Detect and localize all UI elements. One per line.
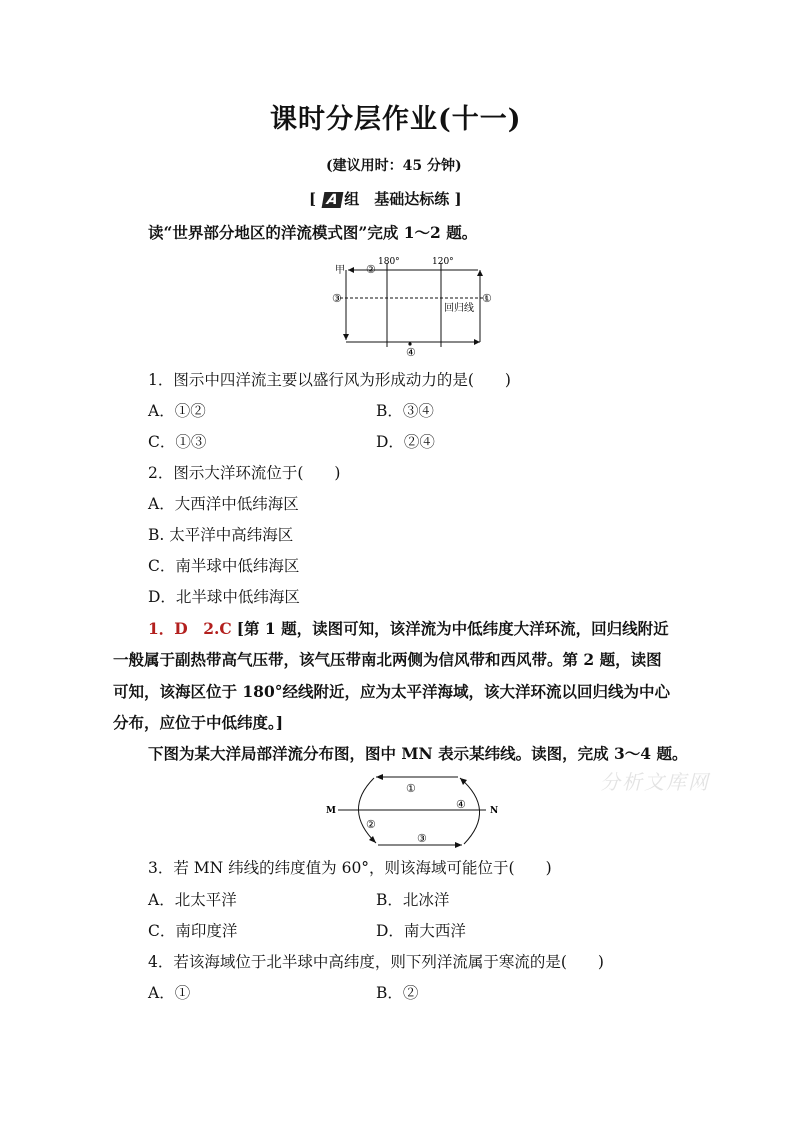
- section-bracket-open: [: [309, 190, 317, 208]
- q3-option-d: D．南大西洋: [376, 922, 466, 940]
- figure1-label-tropic: 回归线: [444, 303, 474, 314]
- answer-explanation-start: [第 1 题，读图可知，该洋流为中低纬度大洋环流，回归线附近: [236, 619, 669, 638]
- figure2-current-right: [460, 778, 480, 844]
- figure1-label-lon-120: 120°: [432, 257, 454, 267]
- intro-question-3-4: 下图为某大洋局部洋流分布图，图中 MN 表示某纬线。读图，完成 3～4 题。: [148, 744, 688, 763]
- watermark: 分析文库网: [600, 770, 710, 794]
- figure2-label-current-2: ②: [366, 818, 376, 831]
- intro-question-1-2: 读“世界部分地区的洋流模式图”完成 1～2 题。: [148, 223, 478, 242]
- answer-line-1: [148, 619, 669, 639]
- q3-stem: 3．若 MN 纬线的纬度值为 60°，则该海域可能位于( ): [148, 859, 552, 877]
- figure1-label-current-2: ②: [366, 263, 376, 276]
- figure-local-ocean-currents: [322, 770, 502, 852]
- q4-option-b: B．②: [376, 984, 419, 1002]
- answer-line-2: 一般属于副热带高气压带，该气压带南北两侧为信风带和西风带。第 2 题，读图: [113, 650, 662, 669]
- time-note: (建议用时：45 分钟): [326, 158, 462, 174]
- figure1-arrow-down: [343, 334, 349, 340]
- q1-option-d: D．②④: [376, 433, 435, 451]
- answer-key: 1．D 2.C: [148, 619, 232, 638]
- figure2-label-current-1: ①: [406, 782, 416, 795]
- q2-option-a: A．大西洋中低纬海区: [148, 495, 299, 513]
- section-bracket-close: ]: [454, 190, 462, 208]
- page-title: 课时分层作业(十一): [270, 104, 522, 135]
- figure2-label-current-3: ③: [417, 832, 427, 845]
- q3-option-b: B．北冰洋: [376, 891, 450, 909]
- q4-option-a: A．①: [148, 984, 191, 1002]
- figure1-label-current-3: ③: [332, 292, 342, 305]
- q3-option-c: C．南印度洋: [148, 922, 238, 940]
- figure1-label-jia: 甲: [335, 265, 345, 276]
- q1-option-c: C．①③: [148, 433, 207, 451]
- q2-stem: 2．图示大洋环流位于( ): [148, 464, 341, 482]
- answer-line-3: 可知，该海区位于 180°经线附近，应为太平洋海域，该大洋环流以回归线为中心: [113, 682, 671, 701]
- figure2-label-n: N: [490, 806, 499, 816]
- q4-stem: 4．若该海域位于北半球中高纬度，则下列洋流属于寒流的是( ): [148, 953, 604, 971]
- q1-option-a: A．①②: [148, 402, 206, 420]
- q1-option-b: B．③④: [376, 402, 434, 420]
- section-heading: [309, 188, 462, 209]
- q3-option-a: A．北太平洋: [148, 891, 237, 909]
- figure2-label-m: M: [326, 806, 336, 816]
- q1-stem: 1．图示中四洋流主要以盛行风为形成动力的是( ): [148, 371, 511, 389]
- figure2-arrow-top: [376, 774, 383, 780]
- figure1-arrow-up: [477, 270, 483, 276]
- figure2-label-current-4: ④: [456, 798, 466, 811]
- q2-option-d: D．北半球中低纬海区: [148, 588, 300, 606]
- q2-option-b: B. 太平洋中高纬海区: [148, 526, 294, 544]
- q2-option-c: C．南半球中低纬海区: [148, 557, 300, 575]
- section-label: 组 基础达标练: [344, 190, 450, 208]
- figure1-label-current-1: ①: [482, 292, 492, 305]
- figure1-label-current-4: ④: [406, 346, 416, 359]
- figure1-label-lon-180: 180°: [378, 257, 400, 267]
- figure-ocean-current-pattern: [330, 255, 500, 360]
- figure1-arrow-left: [348, 267, 354, 273]
- answer-line-4: 分布，应位于中低纬度。]: [113, 713, 284, 732]
- section-letter-badge: A: [322, 192, 344, 208]
- figure1-arrow-right: [474, 339, 480, 345]
- figure2-arrow-bottom: [455, 842, 462, 848]
